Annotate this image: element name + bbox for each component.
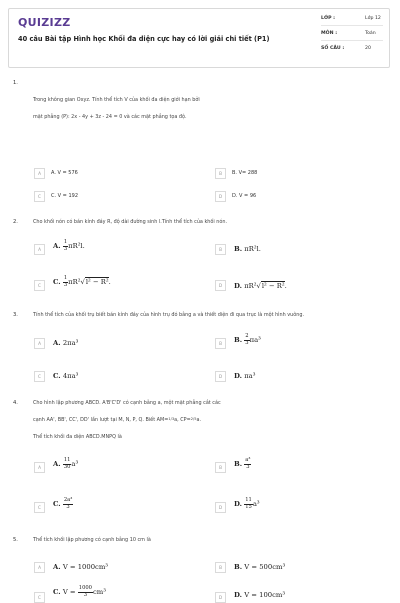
option-label: D. [234, 500, 243, 509]
option-a-formula [53, 339, 78, 347]
option-d-formula [234, 372, 255, 380]
option-d-box[interactable]: D [215, 592, 226, 603]
option-label: A. [53, 242, 61, 251]
formula-expr: πa³ [244, 372, 256, 380]
option-c-box[interactable]: C [34, 280, 45, 291]
option-label: D. [234, 282, 243, 290]
option-d-box[interactable]: D [215, 371, 226, 382]
option-c-box[interactable]: C [34, 191, 45, 202]
option-label: A. [53, 339, 61, 347]
option-d-formula [234, 498, 260, 510]
option-c-formula: C. $\frac{1}{3}$ πR²√l² − R². [53, 275, 111, 289]
formula-expr: a³ [71, 460, 79, 469]
question-text: Cho khối nón có bán kính đáy R, độ dài đường sinh l.Tính thể tích của khối nón. [33, 219, 228, 225]
option-a-box[interactable]: A [34, 562, 45, 573]
fraction: $\frac{2}{3}$ [245, 333, 249, 347]
option-c-box[interactable]: C [34, 502, 45, 513]
question-text-with-fractions: cạnh AA', BB', CC', DD' lần lượt tại M, N, P, Q. Biết AM=$^{1/3}$a, CP=$^{2/5}$a. [33, 417, 202, 423]
option-label: C. [53, 372, 61, 380]
question-text: mặt phẳng (P): 2x - 4y + 3z - 24 = 0 và các mặt phẳng tọa độ. [33, 114, 187, 120]
meta-class-label: LỚP : [321, 16, 336, 21]
option-label: A. [53, 460, 61, 469]
question-number: 5. [13, 537, 18, 543]
option-d-text: D. V = 96 [232, 193, 257, 199]
fraction: $\frac{11}{15}$ [245, 497, 252, 511]
formula-expr: 2πa³ [62, 339, 79, 347]
fraction: $\frac{1000}{3}$ [78, 585, 92, 599]
question-number: 2. [13, 219, 18, 225]
option-a-formula [53, 240, 85, 252]
option-b-box[interactable]: B [215, 562, 226, 573]
question-number: 4. [13, 400, 18, 406]
formula-expr: πR²l. [68, 242, 85, 251]
option-d-formula: D. πR²√l² − R². [234, 282, 287, 290]
inline-fraction: 1/3 [168, 417, 175, 421]
meta-count-label: SỐ CÂU : [321, 46, 345, 51]
option-c-box[interactable]: C [34, 592, 45, 603]
meta-count-value: 20 [365, 46, 371, 51]
option-d-box[interactable]: D [215, 502, 226, 513]
option-label: B. [234, 245, 243, 253]
formula-expr: V = 100cm³ [244, 591, 286, 599]
option-d-box[interactable]: D [215, 280, 226, 291]
meta-divider [321, 25, 383, 26]
question-text: Trong không gian Oxyz. Tính thể tích V của khối đa diện giới hạn bởi [33, 97, 200, 103]
formula-expr: πR²l. [244, 245, 261, 253]
option-c-formula [53, 498, 73, 510]
option-d-formula [234, 591, 285, 599]
option-b-formula [234, 458, 251, 470]
option-a-formula [53, 458, 78, 470]
fraction: $\frac{\text{2a³}}{3}$ [63, 497, 73, 511]
formula-expr: V = 500cm³ [244, 563, 286, 571]
option-b-box[interactable]: B [215, 338, 226, 349]
worksheet-title: 40 câu Bài tập Hình học Khối đa diện cực hay có lời giải chi tiết (P1) [18, 35, 270, 43]
question-number: 1. [13, 80, 18, 86]
fraction: $\frac{1}{3}$ [63, 275, 68, 289]
option-c-formula: C. V = $\frac{1000}{3}$ cm³ [53, 585, 106, 599]
option-b-box[interactable]: B [215, 244, 226, 255]
fraction: $\frac{1}{3}$ [63, 239, 68, 253]
option-label: B. [234, 336, 243, 345]
formula-expr: 4πa³ [62, 372, 79, 380]
option-b-formula [234, 334, 261, 346]
option-label: A. [53, 563, 61, 571]
option-label: C. [53, 278, 61, 287]
option-a-box[interactable]: A [34, 462, 45, 473]
option-c-box[interactable]: C [34, 371, 45, 382]
option-c-text: C. V = 192 [51, 193, 79, 199]
option-b-box[interactable]: B [215, 168, 226, 179]
option-label: D. [234, 372, 243, 380]
option-b-box[interactable]: B [215, 462, 226, 473]
formula-expr: V = 1000cm³ [62, 563, 109, 571]
meta-class-value: Lớp 12 [365, 16, 381, 21]
option-a-box[interactable]: A [34, 168, 45, 179]
option-c-formula [53, 372, 78, 380]
option-label: B. [234, 563, 243, 571]
formula-expr: a³ [252, 500, 260, 509]
option-b-text: B. V= 288 [232, 170, 258, 176]
option-a-text: A. V = 576 [51, 170, 78, 176]
option-label: C. [53, 588, 61, 597]
option-b-formula [234, 563, 285, 571]
formula-expr: πa³ [249, 336, 261, 345]
option-a-formula [53, 563, 108, 571]
option-b-formula [234, 245, 261, 253]
formula-expr: πR² [68, 278, 81, 287]
option-label: B. [234, 460, 243, 469]
square-root: l² − R² [261, 282, 285, 290]
question-text: Tính thể tích của khối trụ biết bán kính đáy của hình trụ đó bằng a và thiết diện đi qua trục là một hình vuông. [33, 312, 305, 318]
option-label: C. [53, 500, 61, 509]
question-text: Thể tích khối lập phương có cạnh bằng 10 cm là [33, 537, 151, 543]
fraction: $\frac{\text{a³}}{3}$ [245, 457, 251, 471]
option-label: D. [234, 591, 243, 599]
meta-divider [321, 40, 383, 41]
square-root: l² − R² [85, 278, 109, 287]
fraction: $\frac{11}{30}$ [63, 457, 71, 471]
formula-expr: cm³ [92, 588, 106, 597]
option-a-box[interactable]: A [34, 338, 45, 349]
meta-subject-value: Toán [365, 31, 376, 36]
question-text: Thể tích khối đa diện ABCD.MNPQ là [33, 434, 122, 440]
inline-fraction: 2/5 [190, 417, 197, 421]
question-text: Cho hình lập phương ABCD. A'B'C'D' có cạnh bằng a, một mặt phẳng cắt các [33, 400, 221, 406]
quizizz-logo: QUIZIZZ [18, 16, 71, 29]
meta-subject-label: MÔN : [321, 31, 338, 36]
option-d-box[interactable]: D [215, 191, 226, 202]
question-text: cạnh AA', BB', CC', DD' lần lượt tại M, N, P, Q. Biết AM= [33, 417, 169, 423]
question-number: 3. [13, 312, 18, 318]
formula-expr: πR² [244, 282, 257, 290]
option-a-box[interactable]: A [34, 244, 45, 255]
